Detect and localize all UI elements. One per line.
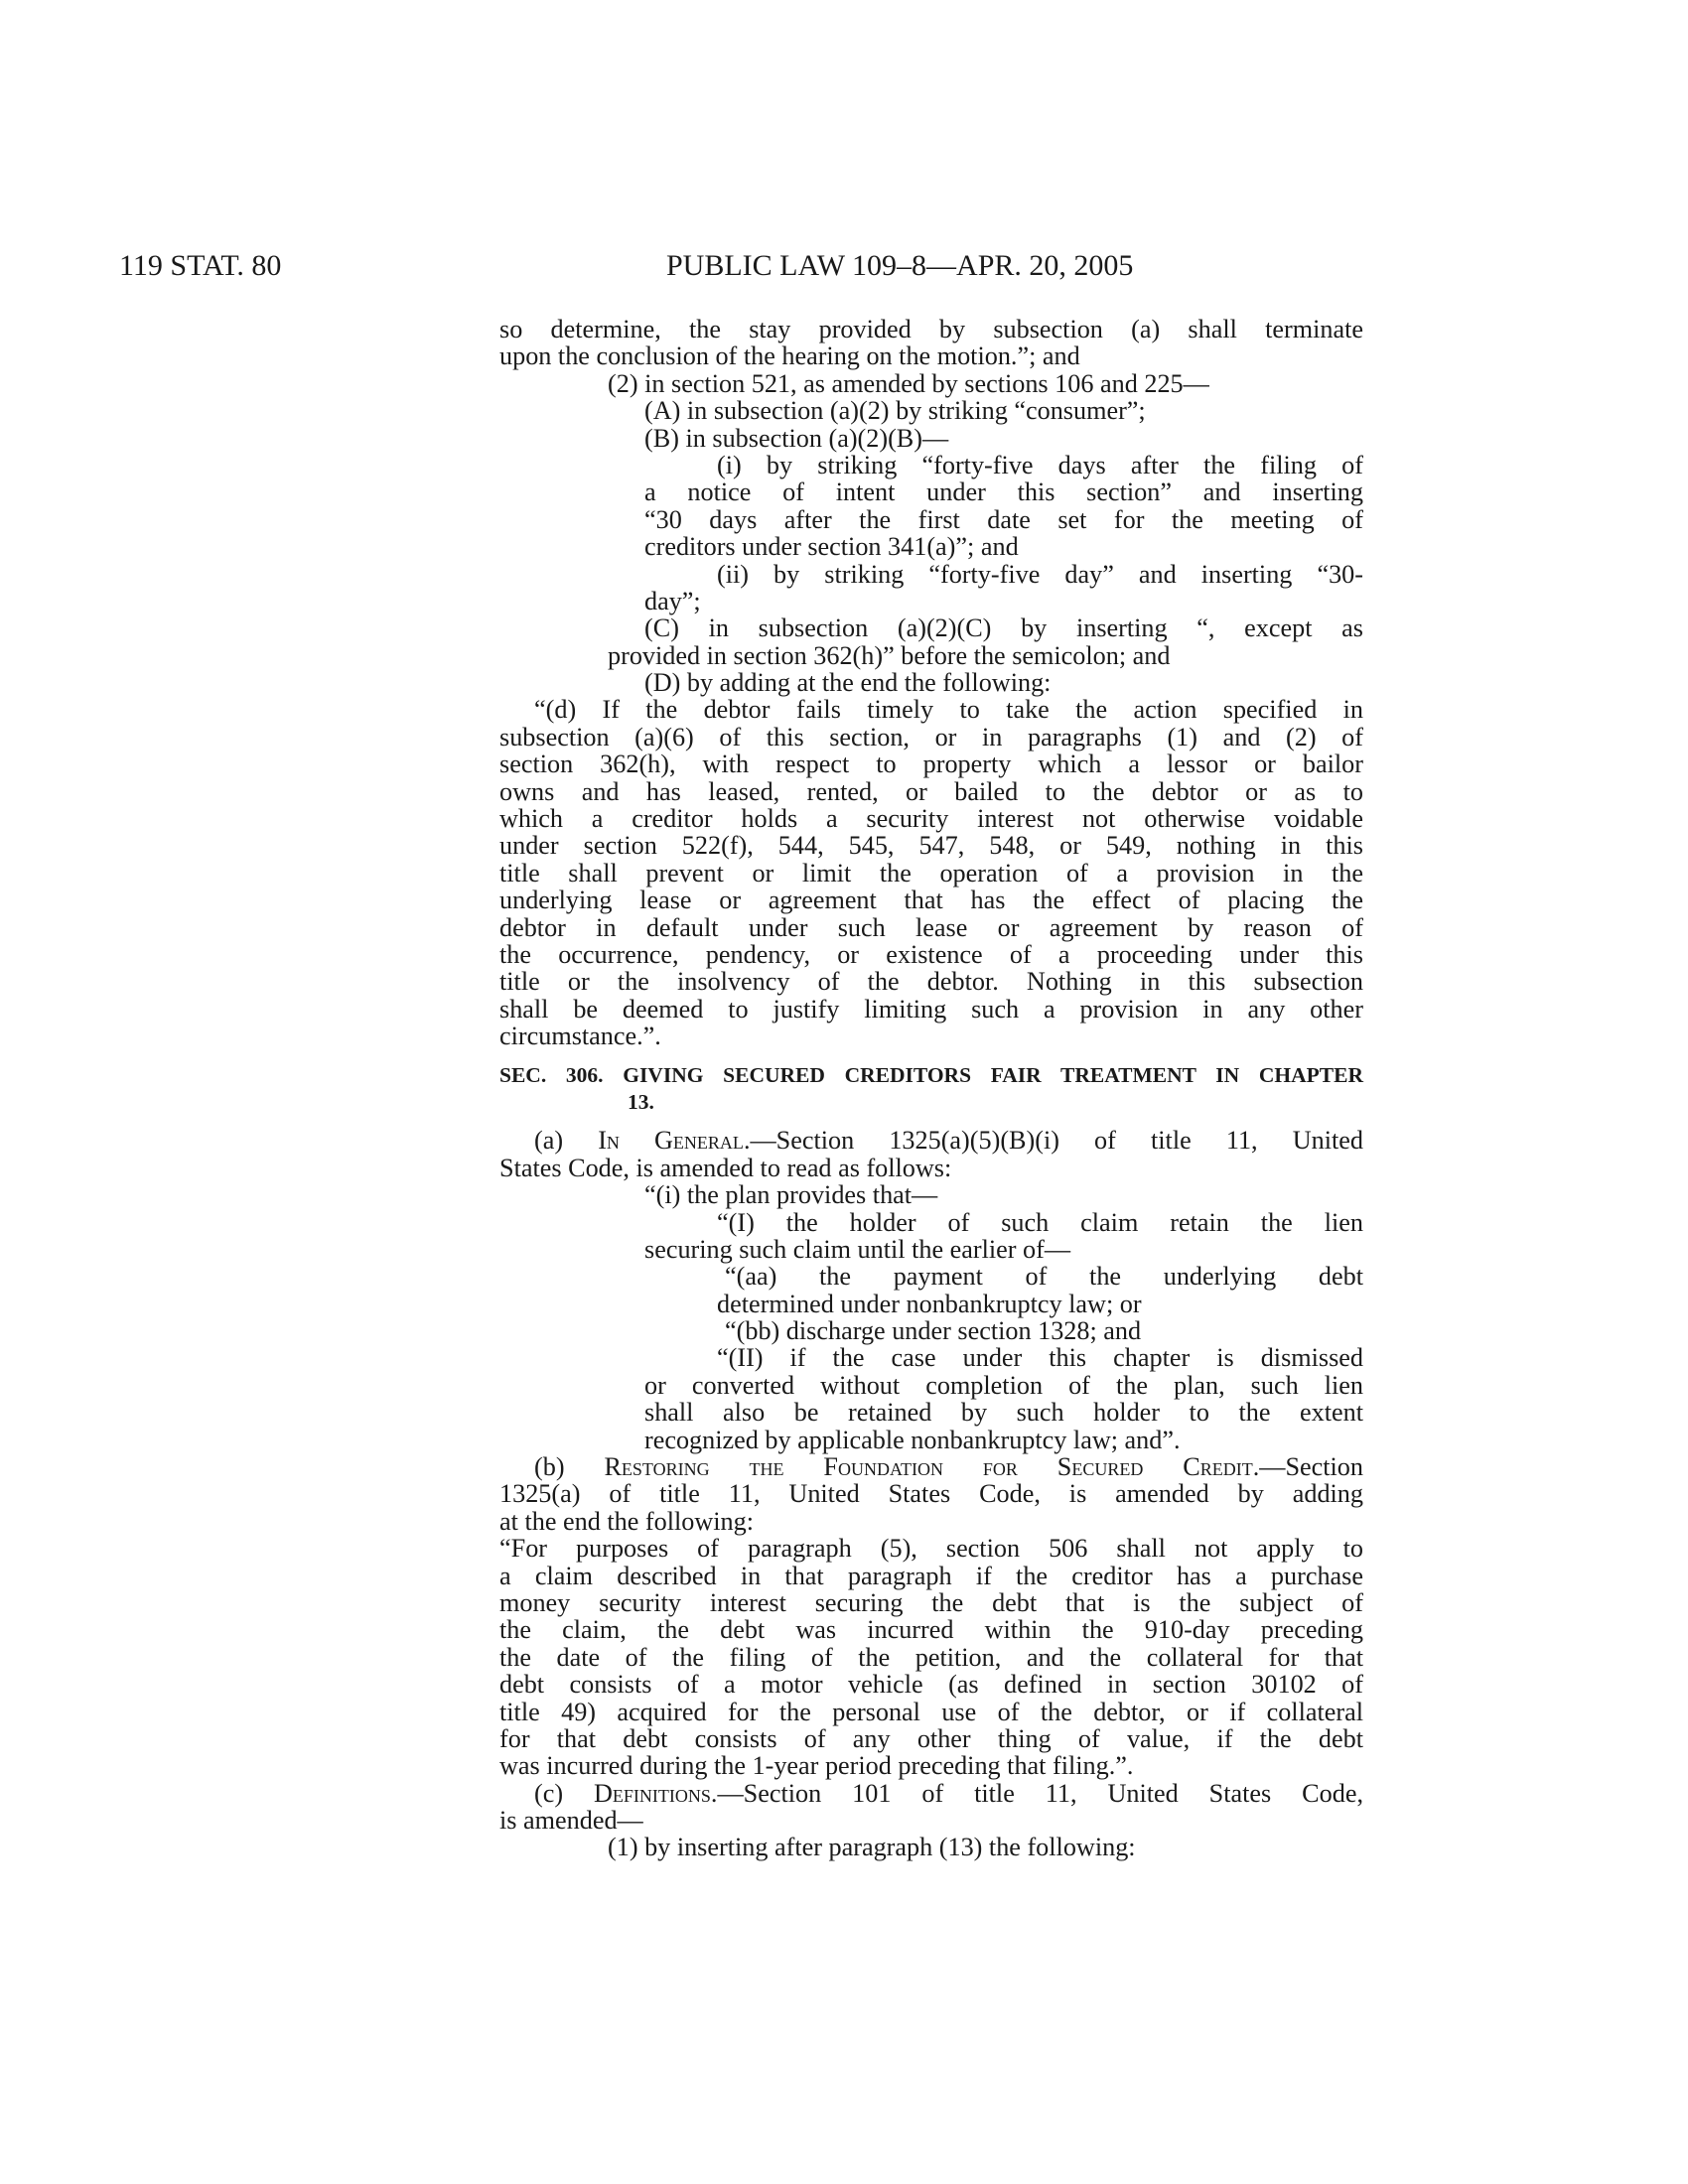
text-line: 1325(a) of title 11, United States Code, is amended by adding (499, 1479, 1363, 1509)
text-line: section 362(h), with respect to property which a lessor or bailor (499, 750, 1363, 779)
text-line: (1) by inserting after paragraph (13) the following: (608, 1833, 1136, 1862)
text-line: title shall prevent or limit the operation of a provision in the (499, 858, 1363, 887)
subsection-heading: Definitions (594, 1778, 711, 1808)
text-line: “(i) the plan provides that— (644, 1180, 938, 1210)
text-line: provided in section 362(h)” before the semicolon; and (608, 640, 1171, 670)
text-line: “(d) If the debtor fails timely to take the action specified in (534, 695, 1363, 725)
text-line: at the end the following: (499, 1506, 754, 1536)
text-line: “For purposes of paragraph (5), section 506 shall not apply to (499, 1534, 1363, 1564)
text-line: “(aa) the payment of the underlying debt (725, 1262, 1363, 1292)
text-line: (A) in subsection (a)(2) by striking “consumer”; (644, 396, 1146, 426)
subsection-heading: Restoring the Foundation for Secured Credit (604, 1452, 1253, 1482)
text-line: title 49) acquired for the personal use of the debtor, or if collateral (499, 1697, 1363, 1726)
subsection-text: .—Section 101 of title 11, United States Code, (710, 1778, 1363, 1808)
text-line: determined under nonbankruptcy law; or (717, 1289, 1142, 1318)
section-heading-title: SEC. 306. GIVING SECURED CREDITORS FAIR TREATMENT IN CHAPTER (499, 1062, 1363, 1087)
text-line: recognized by applicable nonbankruptcy law; and”. (644, 1425, 1181, 1454)
page-header (0, 248, 1688, 284)
subsection-label: (b) (534, 1452, 605, 1482)
text-line: so determine, the stay provided by subsection (a) shall terminate (499, 315, 1363, 343)
text-line: (i) by striking “forty-five days after the filing of (717, 450, 1363, 479)
statute-page-number: 119 STAT. 80 (119, 249, 282, 282)
text-line: (C) in subsection (a)(2)(C) by inserting “, except as (644, 614, 1363, 643)
document-body (499, 316, 1363, 1861)
text-line: under section 522(f), 544, 545, 547, 548, or 549, nothing in this (499, 831, 1363, 861)
text-line: a claim described in that paragraph if the creditor has a purchase (499, 1561, 1363, 1590)
public-law-citation: PUBLIC LAW 109–8—APR. 20, 2005 (666, 249, 1134, 282)
text-line: subsection (a)(6) of this section, or in paragraphs (1) and (2) of (499, 722, 1363, 751)
text-line: title or the insolvency of the debtor. Nothing in this subsection (499, 967, 1363, 997)
subsection-heading: In General (598, 1126, 744, 1156)
text-line: “(I) the holder of such claim retain the lien (717, 1207, 1363, 1237)
subsection-label: (a) (534, 1126, 599, 1156)
text-line: securing such claim until the earlier of— (644, 1234, 1071, 1264)
text-line: which a creditor holds a security interest not otherwise voidable (499, 804, 1363, 834)
subsection-c-heading-line (499, 1780, 1363, 1807)
text-line: day”; (644, 586, 701, 615)
subsection-label: (c) (534, 1778, 595, 1808)
section-heading (499, 1062, 1363, 1117)
text-line: is amended— (499, 1806, 643, 1836)
text-line: debtor in default under such lease or agreement by reason of (499, 912, 1363, 942)
text-line: debt consists of a motor vehicle (as defined in section 30102 of (499, 1670, 1363, 1700)
text-line: shall be deemed to justify limiting such a provision in any other (499, 994, 1363, 1024)
text-line: the occurrence, pendency, or existence of a proceeding under this (499, 939, 1363, 969)
subsection-text: .—Section 1325(a)(5)(B)(i) of title 11, United (743, 1126, 1363, 1156)
subsection-b-heading-line (499, 1453, 1363, 1480)
text-line: (2) in section 521, as amended by sections 106 and 225— (608, 368, 1209, 398)
text-line: States Code, is amended to read as follows: (499, 1153, 952, 1182)
text-line: “(II) if the case under this chapter is dismissed (717, 1343, 1363, 1373)
text-line: the date of the filing of the petition, and the collateral for that (499, 1642, 1363, 1672)
text-line: the claim, the debt was incurred within the 910-day preceding (499, 1615, 1363, 1645)
subsection-text: .—Section (1252, 1452, 1363, 1482)
text-line: upon the conclusion of the hearing on the motion.”; and (499, 341, 1080, 371)
section-heading-number: 13. (628, 1089, 654, 1114)
text-line: (D) by adding at the end the following: (644, 668, 1052, 698)
text-line: a notice of intent under this section” and inserting (644, 478, 1363, 507)
text-line: money security interest securing the debt that is the subject of (499, 1587, 1363, 1617)
text-line: or converted without completion of the plan, such lien (644, 1370, 1363, 1400)
text-line: underlying lease or agreement that has the effect of placing the (499, 886, 1363, 915)
text-line: creditors under section 341(a)”; and (644, 532, 1019, 562)
text-line: (ii) by striking “forty-five day” and inserting “30- (717, 559, 1363, 589)
text-line: shall also be retained by such holder to the extent (644, 1398, 1363, 1428)
text-line: “(bb) discharge under section 1328; and (725, 1316, 1142, 1346)
text-line: for that debt consists of any other thing of value, if the debt (499, 1723, 1363, 1753)
subsection-a-heading-line (499, 1127, 1363, 1154)
text-line: (B) in subsection (a)(2)(B)— (644, 423, 949, 453)
text-line: owns and has leased, rented, or bailed to the debtor or as to (499, 776, 1363, 806)
text-line: was incurred during the 1-year period preceding that filing.”. (499, 1751, 1134, 1781)
text-line: circumstance.”. (499, 1022, 661, 1051)
text-line: “30 days after the first date set for the meeting of (644, 504, 1363, 534)
